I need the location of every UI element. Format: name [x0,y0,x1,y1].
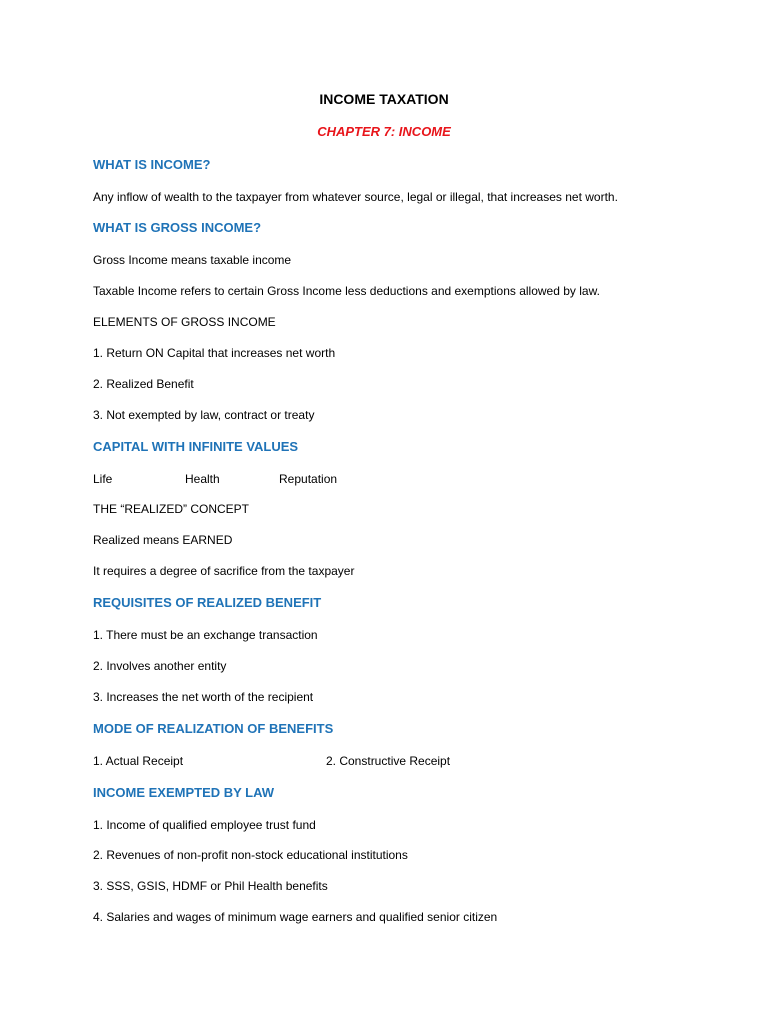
capital-value-reputation: Reputation [279,472,338,486]
heading-income-exempted: INCOME EXEMPTED BY LAW [93,785,275,800]
heading-capital-infinite-values: CAPITAL WITH INFINITE VALUES [93,439,299,454]
paragraph-gross-income: Gross Income means taxable income [93,253,292,267]
document-title: INCOME TAXATION [319,91,449,107]
heading-what-is-income: WHAT IS INCOME? [93,157,211,172]
paragraph-taxable-income: Taxable Income refers to certain Gross Income less deductions and exemptions allowed by law. [93,284,600,298]
list-item-requisite: 3. Increases the net worth of the recipient [93,690,314,704]
list-item-element: 1. Return ON Capital that increases net worth [93,346,336,360]
paragraph-realized-sacrifice: It requires a degree of sacrifice from the taxpayer [93,564,355,578]
heading-requisites: REQUISITES OF REALIZED BENEFIT [93,595,322,610]
paragraph-income-definition: Any inflow of wealth to the taxpayer from whatever source, legal or illegal, that increases net worth. [93,190,618,204]
list-item-exempted: 3. SSS, GSIS, HDMF or Phil Health benefits [93,879,328,893]
mode-actual-receipt: 1. Actual Receipt [93,754,184,768]
list-item-exempted: 4. Salaries and wages of minimum wage earners and qualified senior citizen [93,910,498,924]
capital-value-health: Health [185,472,220,486]
list-item-element: 3. Not exempted by law, contract or treaty [93,408,315,422]
heading-mode-of-realization: MODE OF REALIZATION OF BENEFITS [93,721,334,736]
mode-constructive-receipt: 2. Constructive Receipt [326,754,451,768]
capital-value-life: Life [93,472,113,486]
heading-gross-income: WHAT IS GROSS INCOME? [93,220,262,235]
list-item-exempted: 2. Revenues of non-profit non-stock educational institutions [93,848,408,862]
list-item-element: 2. Realized Benefit [93,377,194,391]
heading-realized-concept: THE “REALIZED” CONCEPT [93,502,250,516]
paragraph-realized-earned: Realized means EARNED [93,533,233,547]
list-item-requisite: 2. Involves another entity [93,659,227,673]
heading-elements-gross-income: ELEMENTS OF GROSS INCOME [93,315,276,329]
list-item-exempted: 1. Income of qualified employee trust fund [93,818,316,832]
chapter-heading: CHAPTER 7: INCOME [317,124,451,139]
list-item-requisite: 1. There must be an exchange transaction [93,628,318,642]
